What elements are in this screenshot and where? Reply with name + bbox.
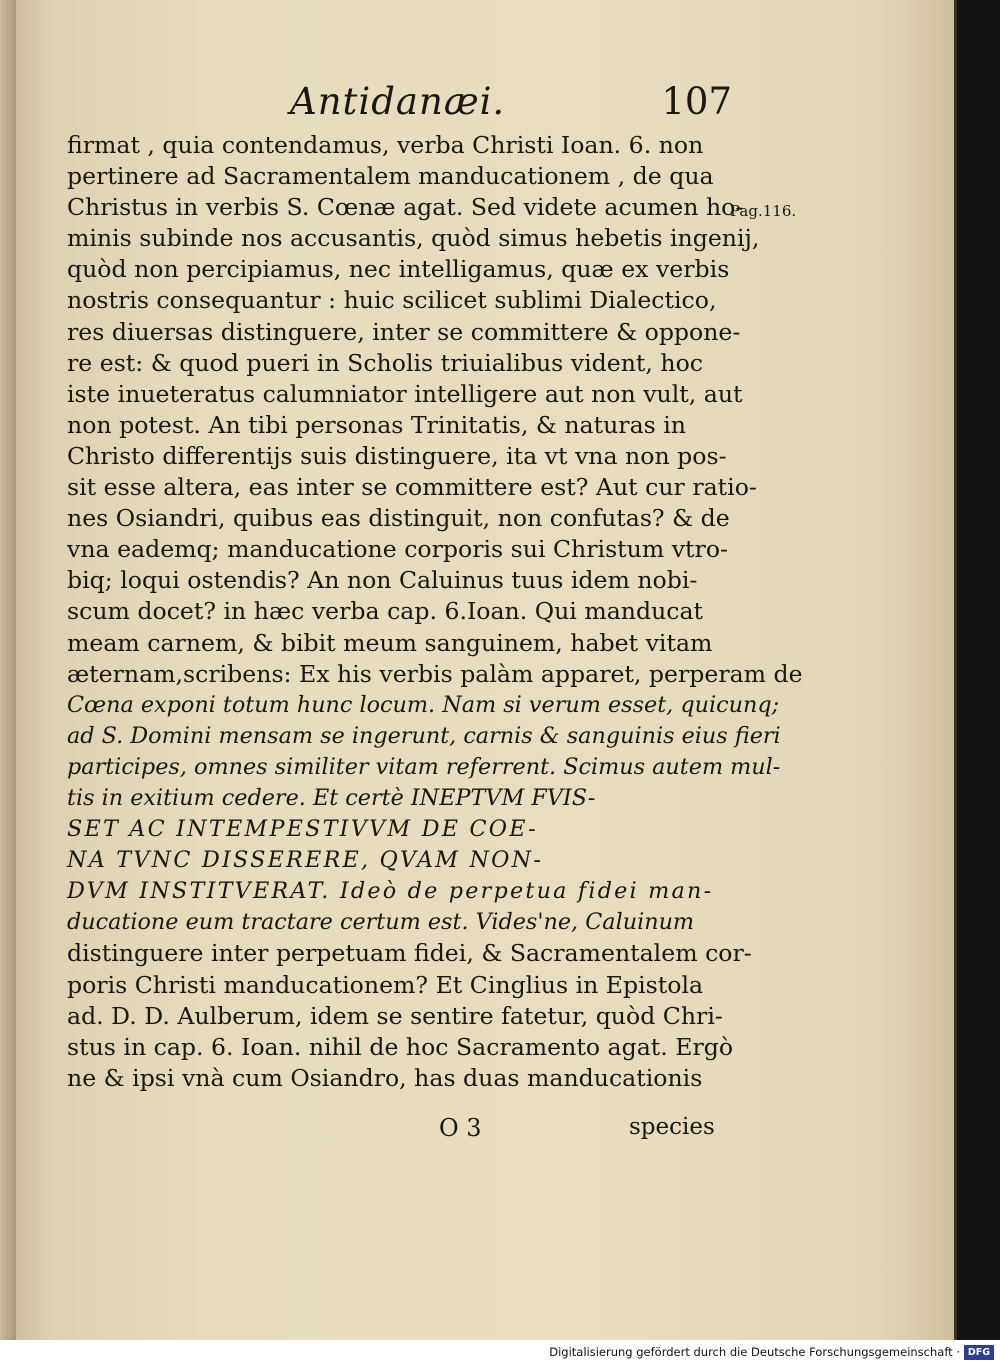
text-line: stus in cap. 6. Ioan. nihil de hoc Sacramento agat. Ergò <box>67 1032 734 1061</box>
dfg-logo: DFG <box>964 1345 994 1360</box>
page-number: 107 <box>661 80 732 123</box>
running-title: Antidanæi. <box>290 80 506 123</box>
text-line: nostris consequantur : huic scilicet sublimi Dialectico, <box>67 286 717 315</box>
margin-note: Pag.116. <box>730 202 797 220</box>
page-edge-shadow <box>954 0 957 1340</box>
text-line: scum docet? in hæc verba cap. 6.Ioan. Qui manducat <box>67 597 704 626</box>
text-line: meam carnem, & bibit meum sanguinem, habet vitam <box>67 628 713 657</box>
text-line: nes Osiandri, quibus eas distinguit, non confutas? & de <box>67 504 730 533</box>
text-line: distinguere inter perpetuam fidei, & Sacramentalem cor- <box>67 939 752 968</box>
text-line: re est: & quod pueri in Scholis triuialibus vident, hoc <box>67 348 703 377</box>
quotation-line: ducatione eum tractare certum est. Vides'ne, Caluinum <box>67 909 695 936</box>
quotation-line: tis in exitium cedere. Et certè INEPTVM FVIS- <box>67 784 596 811</box>
text-line: sit esse altera, eas inter se committere est? Aut cur ratio- <box>67 473 757 502</box>
quotation-line: Cœna exponi totum hunc locum. Nam si verum esset, quicunq; <box>67 691 780 718</box>
quotation-caps-line: SET AC INTEMPESTIVVM DE COE- <box>67 816 538 843</box>
text-line: firmat , quia contendamus, verba Christi Ioan. 6. non <box>67 131 704 159</box>
funding-credit: Digitalisierung gefördert durch die Deutsche Forschungsgemeinschaft · <box>549 1345 960 1359</box>
text-line: quòd non percipiamus, nec intelligamus, quæ ex verbis <box>67 255 730 284</box>
page-header <box>272 80 732 126</box>
text-line: ne & ipsi vnà cum Osiandro, has duas manducationis <box>67 1063 703 1092</box>
text-line: iste inueteratus calumniator intelligere aut non vult, aut <box>67 379 743 408</box>
text-line: vna eademq; manducatione corporis sui Christum vtro- <box>67 535 728 564</box>
text-line: æternam,scribens: Ex his verbis palàm apparet, perperam de <box>67 659 803 688</box>
text-line: minis subinde nos accusantis, quòd simus hebetis ingenij, <box>67 224 760 253</box>
digitization-footer <box>0 1340 1000 1366</box>
catchword: species <box>629 1114 715 1140</box>
quotation-caps-line: DVM INSTITVERAT. Ideò de perpetua fidei man- <box>67 878 714 905</box>
text-line: pertinere ad Sacramentalem manducationem , de qua <box>67 162 714 191</box>
text-line: poris Christi manducationem? Et Cinglius in Epistola <box>67 970 704 999</box>
text-line: biq; loqui ostendis? An non Caluinus tuus idem nobi- <box>67 566 698 595</box>
quotation-line: ad S. Domini mensam se ingerunt, carnis & sanguinis eius fieri <box>67 722 781 749</box>
quotation-line: participes, omnes similiter vitam referrent. Scimus autem mul- <box>67 753 781 780</box>
text-line: Christus in verbis S. Cœnæ agat. Sed videte acumen ho- <box>67 193 744 222</box>
text-line: res diuersas distinguere, inter se committere & oppone- <box>67 317 741 346</box>
text-line: ad. D. D. Aulberum, idem se sentire fatetur, quòd Chri- <box>67 1001 723 1030</box>
scan-dark-border <box>954 0 1000 1340</box>
text-line: non potest. An tibi personas Trinitatis, & naturas in <box>67 410 686 439</box>
facing-page-edge <box>0 0 16 1340</box>
signature-mark: O 3 <box>439 1114 482 1142</box>
text-line: Christo differentijs suis distinguere, ita vt vna non pos- <box>67 441 727 470</box>
quotation-caps-line: NA TVNC DISSERERE, QVAM NON- <box>67 847 544 874</box>
